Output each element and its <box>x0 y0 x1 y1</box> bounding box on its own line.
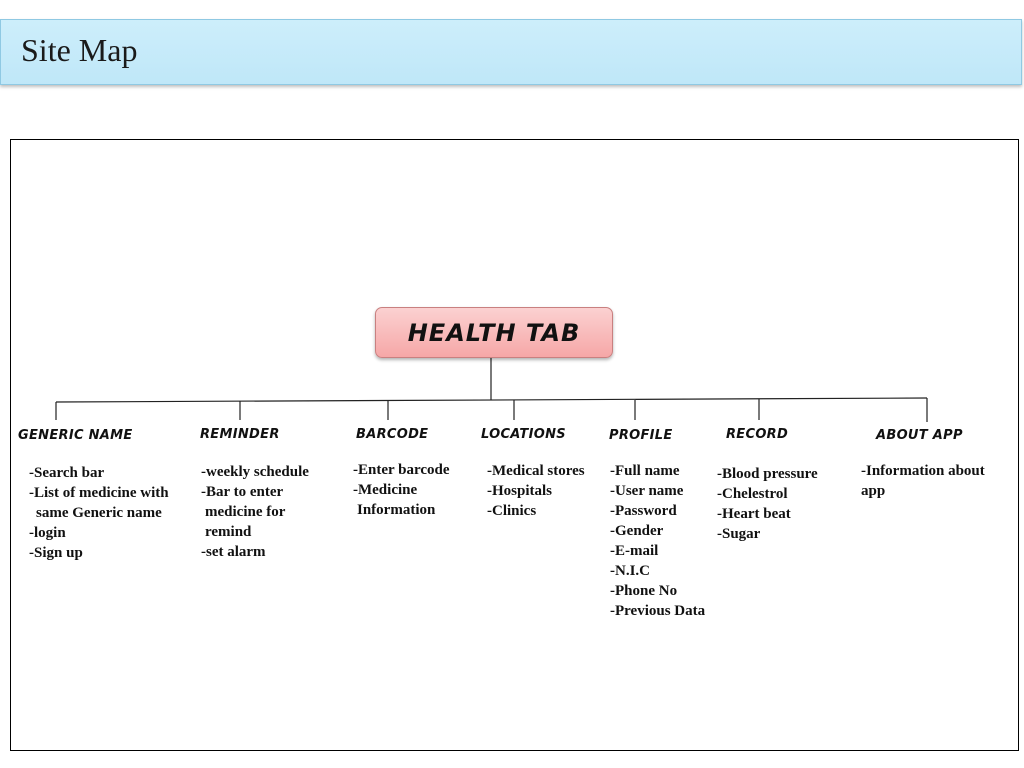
list-item: -Phone No <box>610 583 678 599</box>
list-record <box>717 464 818 544</box>
list-item: medicine for <box>205 504 286 520</box>
heading-profile: PROFILE <box>609 428 673 443</box>
list-item: -set alarm <box>201 544 266 560</box>
list-item: -E-mail <box>610 543 659 559</box>
list-item: -login <box>29 525 66 541</box>
list-item: -Enter barcode <box>353 462 450 478</box>
list-item: -Clinics <box>487 503 537 519</box>
list-item: -Heart beat <box>717 506 791 522</box>
root-label: HEALTH TAB <box>407 319 581 347</box>
list-item: -User name <box>610 483 684 499</box>
list-item: -N.I.C <box>610 563 650 579</box>
list-generic-name <box>29 463 169 563</box>
list-item: -Medical stores <box>487 463 585 479</box>
list-item: -Medicine <box>353 482 418 498</box>
heading-generic-name: GENERIC NAME <box>18 428 133 443</box>
list-item: -Blood pressure <box>717 466 818 482</box>
list-item: -Sugar <box>717 526 761 542</box>
list-locations <box>487 461 585 521</box>
list-item: -Password <box>610 503 677 519</box>
list-item: -Search bar <box>29 465 105 481</box>
list-item: -Chelestrol <box>717 486 788 502</box>
list-item: -Sign up <box>29 545 83 561</box>
list-item: -Hospitals <box>487 483 553 499</box>
list-item: -Information about <box>861 463 985 479</box>
root-node <box>375 307 613 358</box>
list-item: -weekly schedule <box>201 464 309 480</box>
list-item: -Bar to enter <box>201 484 284 500</box>
heading-locations: LOCATIONS <box>481 427 566 442</box>
list-item: -List of medicine with <box>29 485 169 501</box>
list-item: same Generic name <box>36 505 162 521</box>
heading-reminder: REMINDER <box>200 427 280 442</box>
list-item: Information <box>357 502 436 518</box>
heading-record: RECORD <box>726 427 789 442</box>
list-item: -Full name <box>610 463 680 479</box>
list-item: app <box>861 483 886 499</box>
list-barcode <box>353 460 450 520</box>
slide-title: Site Map <box>21 32 138 68</box>
heading-about-app: ABOUT APP <box>876 428 963 443</box>
list-about-app <box>861 461 985 501</box>
list-item: -Gender <box>610 523 664 539</box>
list-item: -Previous Data <box>610 603 706 619</box>
heading-barcode: BARCODE <box>356 427 429 442</box>
list-item: remind <box>205 524 252 540</box>
list-profile <box>610 461 705 621</box>
list-reminder <box>201 462 309 562</box>
